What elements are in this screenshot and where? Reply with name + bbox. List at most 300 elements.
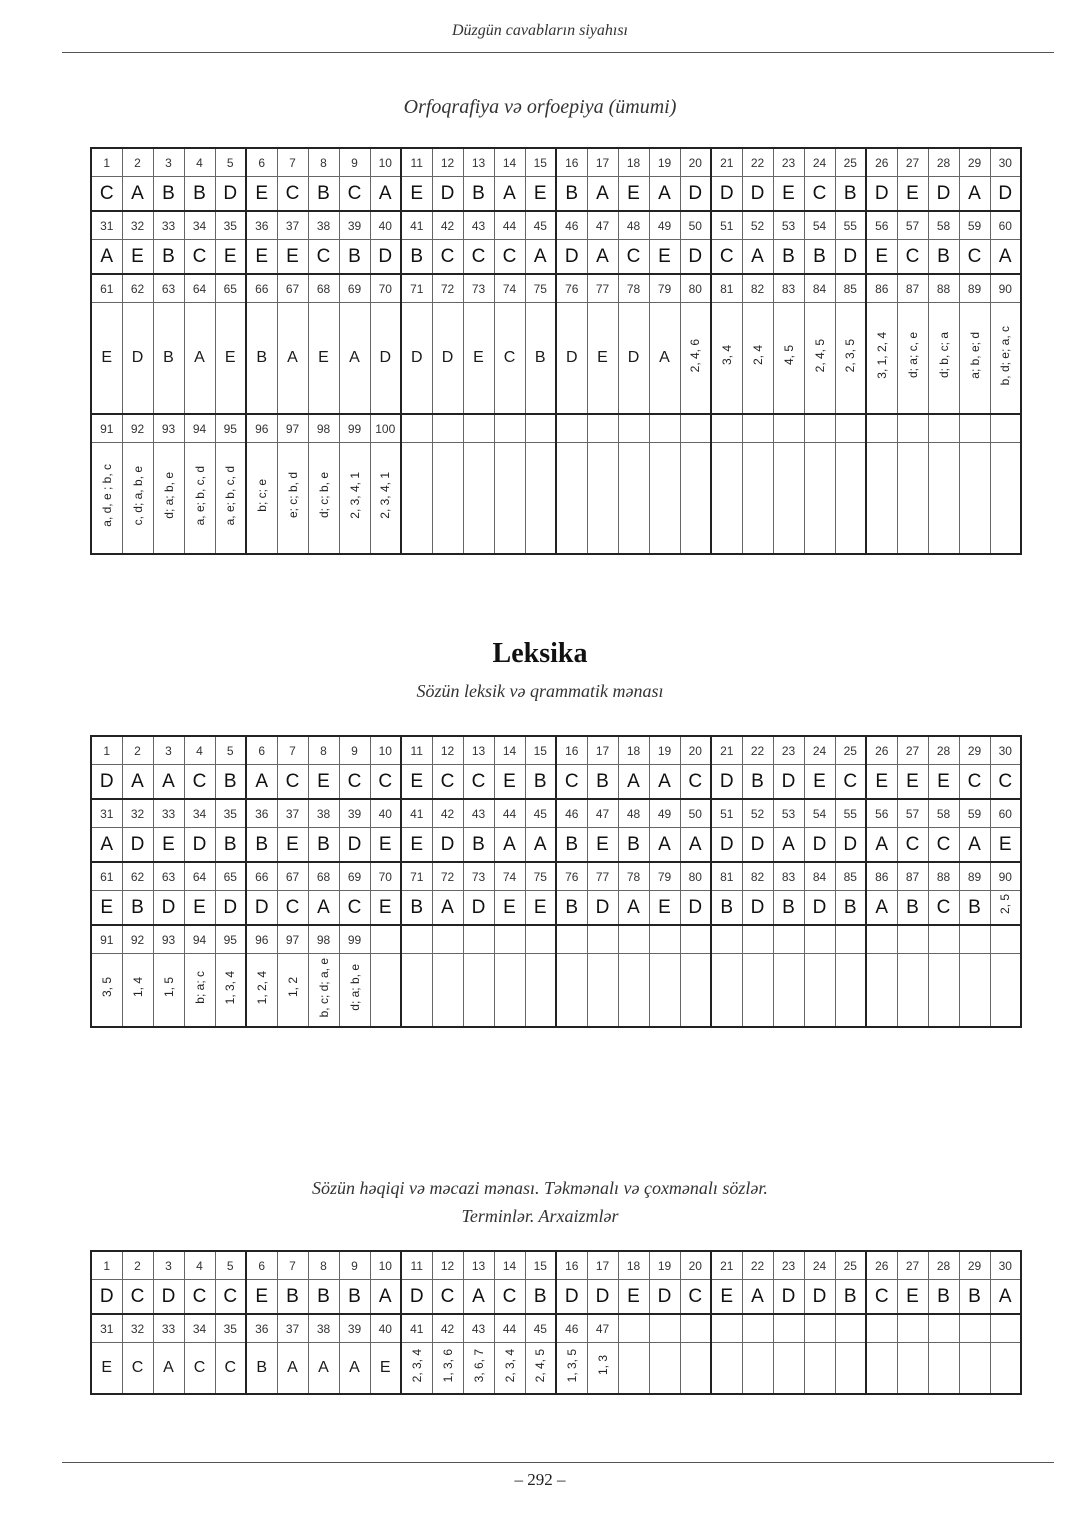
- answer-cell: [804, 443, 835, 555]
- answer-cell: B: [246, 828, 277, 863]
- answer-cell: [866, 303, 897, 415]
- question-number: 32: [122, 211, 153, 240]
- answer-cell: C: [866, 1280, 897, 1315]
- question-number: 51: [711, 211, 742, 240]
- question-number: 24: [804, 148, 835, 177]
- question-number: 18: [618, 736, 649, 765]
- question-number: 10: [370, 736, 401, 765]
- answer-cell: [184, 443, 215, 555]
- question-number: 89: [959, 862, 990, 891]
- answer-cell: [556, 443, 587, 555]
- answer-cell: A: [246, 765, 277, 800]
- question-number: [649, 925, 680, 954]
- answer-cell: [928, 303, 959, 415]
- answer-cell: E: [308, 303, 339, 415]
- answer-cell: B: [308, 1280, 339, 1315]
- answer-cell: D: [91, 765, 122, 800]
- answers-table-lexicon: [90, 735, 1022, 1028]
- answer-cell: D: [370, 240, 401, 275]
- answer-cell: E: [618, 1280, 649, 1315]
- answer-cell: [370, 954, 401, 1028]
- answer-row: [91, 891, 1021, 926]
- question-number: 80: [680, 274, 711, 303]
- answer-cell: D: [432, 177, 463, 212]
- question-number: 64: [184, 862, 215, 891]
- question-number: 51: [711, 799, 742, 828]
- answer-cell: D: [401, 1280, 432, 1315]
- answer-cell: [432, 954, 463, 1028]
- question-number: 50: [680, 799, 711, 828]
- answer-cell: A: [494, 177, 525, 212]
- answer-cell: [122, 954, 153, 1028]
- answer-cell: D: [370, 303, 401, 415]
- answer-cell: [215, 954, 246, 1028]
- answer-cell: C: [556, 765, 587, 800]
- question-number: [401, 925, 432, 954]
- question-number: 1: [91, 148, 122, 177]
- question-number: [928, 925, 959, 954]
- answer-cell: E: [153, 828, 184, 863]
- answer-text: b, c; d; a, e: [316, 957, 331, 1018]
- answer-cell: D: [556, 240, 587, 275]
- question-number: 62: [122, 274, 153, 303]
- question-number: 55: [835, 799, 866, 828]
- question-number: 55: [835, 211, 866, 240]
- answer-cell: D: [804, 1280, 835, 1315]
- question-number: 15: [525, 1251, 556, 1280]
- question-number: 37: [277, 1314, 308, 1343]
- question-number: 20: [680, 736, 711, 765]
- question-number: 22: [742, 736, 773, 765]
- answer-cell: [990, 954, 1021, 1028]
- answer-cell: [494, 954, 525, 1028]
- answer-cell: D: [215, 891, 246, 926]
- answer-cell: A: [122, 177, 153, 212]
- question-number: 26: [866, 736, 897, 765]
- answer-text: 2, 4, 6: [688, 338, 703, 373]
- question-number: 63: [153, 274, 184, 303]
- question-number: 87: [897, 862, 928, 891]
- question-number: 70: [370, 274, 401, 303]
- answer-cell: [308, 954, 339, 1028]
- answer-cell: [432, 1343, 463, 1395]
- answer-text: 2, 3, 4, 1: [347, 472, 362, 519]
- question-number: 14: [494, 736, 525, 765]
- answer-text: 2, 4: [750, 345, 765, 366]
- answer-cell: A: [959, 177, 990, 212]
- answer-text: a, e; b, c, d: [192, 465, 207, 526]
- question-number: 76: [556, 862, 587, 891]
- question-number: 83: [773, 862, 804, 891]
- answer-cell: E: [649, 240, 680, 275]
- answer-cell: C: [928, 828, 959, 863]
- question-number: [773, 925, 804, 954]
- question-number: 17: [587, 1251, 618, 1280]
- question-number: 8: [308, 736, 339, 765]
- answer-cell: B: [897, 891, 928, 926]
- question-number: 5: [215, 1251, 246, 1280]
- question-number: 31: [91, 211, 122, 240]
- answer-cell: D: [742, 828, 773, 863]
- answer-text: 3, 1, 2, 4: [874, 332, 889, 379]
- question-number: 63: [153, 862, 184, 891]
- answer-cell: B: [618, 828, 649, 863]
- question-number: 45: [525, 1314, 556, 1343]
- answer-cell: A: [649, 828, 680, 863]
- answer-cell: A: [91, 240, 122, 275]
- answer-cell: [215, 443, 246, 555]
- question-number: 60: [990, 799, 1021, 828]
- question-number: [525, 414, 556, 443]
- question-number: [804, 414, 835, 443]
- answer-text: 1, 3, 5: [564, 1348, 579, 1383]
- answer-cell: C: [184, 1343, 215, 1395]
- question-number: 16: [556, 1251, 587, 1280]
- answer-cell: B: [401, 891, 432, 926]
- answer-cell: [339, 954, 370, 1028]
- answer-cell: D: [432, 828, 463, 863]
- question-number: 91: [91, 925, 122, 954]
- question-number: [959, 1314, 990, 1343]
- question-number: 78: [618, 862, 649, 891]
- answer-cell: E: [990, 828, 1021, 863]
- answer-cell: E: [215, 303, 246, 415]
- answer-text: 3, 4: [719, 345, 734, 366]
- question-number: 40: [370, 1314, 401, 1343]
- answer-cell: B: [928, 1280, 959, 1315]
- question-number: 29: [959, 1251, 990, 1280]
- answer-cell: [339, 443, 370, 555]
- question-number: 87: [897, 274, 928, 303]
- question-number: 15: [525, 148, 556, 177]
- answer-cell: A: [525, 828, 556, 863]
- question-number: 59: [959, 211, 990, 240]
- answer-cell: [618, 1343, 649, 1395]
- question-number: 47: [587, 211, 618, 240]
- question-number: 86: [866, 862, 897, 891]
- answer-cell: [990, 891, 1021, 926]
- question-number: 98: [308, 925, 339, 954]
- answer-cell: [804, 303, 835, 415]
- answer-row: [91, 177, 1021, 212]
- answer-cell: D: [773, 765, 804, 800]
- answer-text: 1, 5: [161, 977, 176, 998]
- answer-cell: A: [494, 828, 525, 863]
- question-number: 90: [990, 862, 1021, 891]
- answer-cell: C: [494, 1280, 525, 1315]
- answer-cell: E: [711, 1280, 742, 1315]
- answer-cell: [556, 1343, 587, 1395]
- question-number: 13: [463, 1251, 494, 1280]
- answer-cell: [122, 443, 153, 555]
- answer-cell: B: [556, 891, 587, 926]
- answer-text: 2, 4, 5: [533, 1348, 548, 1383]
- answer-cell: E: [122, 240, 153, 275]
- question-number: 35: [215, 211, 246, 240]
- question-number: 46: [556, 211, 587, 240]
- answer-cell: D: [680, 177, 711, 212]
- answer-cell: C: [463, 240, 494, 275]
- question-number: 20: [680, 1251, 711, 1280]
- question-number: 67: [277, 862, 308, 891]
- question-number: 4: [184, 1251, 215, 1280]
- number-row: [91, 862, 1021, 891]
- answer-cell: B: [308, 177, 339, 212]
- question-number: 27: [897, 736, 928, 765]
- question-number: 65: [215, 274, 246, 303]
- answer-cell: [773, 954, 804, 1028]
- answer-cell: E: [866, 765, 897, 800]
- number-row: [91, 799, 1021, 828]
- answer-cell: [928, 1343, 959, 1395]
- answer-cell: A: [308, 1343, 339, 1395]
- answer-cell: A: [153, 1343, 184, 1395]
- answer-cell: A: [649, 765, 680, 800]
- answer-cell: C: [463, 765, 494, 800]
- answer-cell: C: [122, 1280, 153, 1315]
- question-number: [959, 925, 990, 954]
- answer-cell: [711, 303, 742, 415]
- question-number: 37: [277, 799, 308, 828]
- question-number: 27: [897, 1251, 928, 1280]
- number-row: [91, 736, 1021, 765]
- question-number: 22: [742, 148, 773, 177]
- answer-cell: A: [308, 891, 339, 926]
- answer-text: 3, 5: [99, 977, 114, 998]
- question-number: 66: [246, 862, 277, 891]
- answer-text: 1, 2, 4: [254, 970, 269, 1005]
- answer-text: a; b, e; d: [967, 332, 982, 379]
- answer-cell: C: [277, 765, 308, 800]
- answer-cell: A: [618, 765, 649, 800]
- question-number: 57: [897, 799, 928, 828]
- answer-cell: A: [370, 177, 401, 212]
- question-number: 8: [308, 148, 339, 177]
- answer-cell: D: [401, 303, 432, 415]
- answer-cell: D: [680, 891, 711, 926]
- question-number: 6: [246, 1251, 277, 1280]
- answer-cell: E: [246, 177, 277, 212]
- question-number: 38: [308, 211, 339, 240]
- question-number: 3: [153, 1251, 184, 1280]
- answer-cell: B: [215, 765, 246, 800]
- answer-text: b, d; e; a, c: [998, 325, 1013, 386]
- question-number: 70: [370, 862, 401, 891]
- question-number: 74: [494, 274, 525, 303]
- question-number: [680, 414, 711, 443]
- answer-cell: [897, 443, 928, 555]
- question-number: 85: [835, 862, 866, 891]
- question-number: 28: [928, 736, 959, 765]
- answer-cell: A: [587, 240, 618, 275]
- answer-cell: C: [184, 240, 215, 275]
- question-number: [432, 925, 463, 954]
- footer-rule: [62, 1462, 1054, 1463]
- answer-cell: E: [897, 765, 928, 800]
- answer-cell: B: [153, 303, 184, 415]
- answer-row: [91, 240, 1021, 275]
- question-number: [928, 414, 959, 443]
- answer-cell: D: [804, 828, 835, 863]
- answer-cell: D: [711, 177, 742, 212]
- question-number: 53: [773, 211, 804, 240]
- question-number: [494, 925, 525, 954]
- answer-cell: E: [215, 240, 246, 275]
- question-number: 48: [618, 211, 649, 240]
- answer-text: 3, 6, 7: [471, 1348, 486, 1383]
- answer-cell: [649, 1343, 680, 1395]
- section-title-meaning-line1: Sözün həqiqi və məcazi mənası. Təkmənalı və çoxmənalı sözlər.: [312, 1178, 768, 1198]
- question-number: 46: [556, 1314, 587, 1343]
- question-number: 99: [339, 925, 370, 954]
- question-number: 9: [339, 736, 370, 765]
- answer-cell: [556, 954, 587, 1028]
- answer-text: a, e; b, c, d: [223, 465, 238, 526]
- question-number: 4: [184, 736, 215, 765]
- answer-cell: A: [742, 240, 773, 275]
- question-number: 58: [928, 799, 959, 828]
- answer-cell: B: [835, 177, 866, 212]
- question-number: 25: [835, 736, 866, 765]
- answer-cell: B: [835, 1280, 866, 1315]
- question-number: 60: [990, 211, 1021, 240]
- question-number: 84: [804, 274, 835, 303]
- answer-cell: D: [463, 891, 494, 926]
- question-number: 25: [835, 148, 866, 177]
- answer-cell: [587, 1343, 618, 1395]
- answer-cell: [773, 303, 804, 415]
- question-number: 19: [649, 148, 680, 177]
- question-number: [835, 925, 866, 954]
- question-number: 21: [711, 736, 742, 765]
- question-number: 27: [897, 148, 928, 177]
- answer-cell: E: [587, 303, 618, 415]
- answer-cell: C: [494, 303, 525, 415]
- answer-cell: B: [246, 1343, 277, 1395]
- answer-cell: D: [556, 1280, 587, 1315]
- answer-cell: [308, 443, 339, 555]
- answer-cell: [928, 954, 959, 1028]
- question-number: 26: [866, 148, 897, 177]
- question-number: 4: [184, 148, 215, 177]
- answer-cell: E: [277, 240, 308, 275]
- answer-cell: [897, 954, 928, 1028]
- question-number: 1: [91, 1251, 122, 1280]
- question-number: 43: [463, 1314, 494, 1343]
- answer-cell: [711, 1343, 742, 1395]
- question-number: 41: [401, 211, 432, 240]
- question-number: 77: [587, 862, 618, 891]
- answer-cell: A: [525, 240, 556, 275]
- answer-cell: B: [742, 765, 773, 800]
- question-number: 33: [153, 211, 184, 240]
- answer-cell: [401, 954, 432, 1028]
- question-number: 91: [91, 414, 122, 443]
- answer-cell: B: [959, 891, 990, 926]
- question-number: 28: [928, 148, 959, 177]
- answer-cell: [463, 954, 494, 1028]
- question-number: 9: [339, 1251, 370, 1280]
- question-number: 10: [370, 148, 401, 177]
- answer-cell: [370, 443, 401, 555]
- question-number: 32: [122, 799, 153, 828]
- answer-text: 1, 3, 6: [440, 1348, 455, 1383]
- answer-cell: [959, 1343, 990, 1395]
- question-number: 44: [494, 799, 525, 828]
- question-number: [711, 414, 742, 443]
- section-title-orthography: Orfoqrafiya və orfoepiya (ümumi): [403, 96, 677, 118]
- question-number: [556, 925, 587, 954]
- question-number: 75: [525, 862, 556, 891]
- answer-text: b; c; e: [254, 479, 269, 512]
- answer-cell: [680, 303, 711, 415]
- question-number: 75: [525, 274, 556, 303]
- answer-cell: A: [153, 765, 184, 800]
- number-row: [91, 274, 1021, 303]
- question-number: [804, 925, 835, 954]
- answer-cell: [525, 443, 556, 555]
- answer-cell: D: [990, 177, 1021, 212]
- question-number: 34: [184, 1314, 215, 1343]
- page-number: – 292 –: [514, 1470, 566, 1489]
- question-number: 96: [246, 414, 277, 443]
- answer-cell: D: [184, 828, 215, 863]
- question-number: 36: [246, 1314, 277, 1343]
- answer-cell: C: [432, 765, 463, 800]
- answer-cell: [897, 303, 928, 415]
- question-number: [401, 414, 432, 443]
- question-number: 28: [928, 1251, 959, 1280]
- answer-cell: E: [370, 828, 401, 863]
- question-number: 17: [587, 736, 618, 765]
- answer-cell: A: [463, 1280, 494, 1315]
- answer-cell: [711, 954, 742, 1028]
- answer-text: d; a; c, e: [905, 332, 920, 379]
- answer-cell: E: [649, 891, 680, 926]
- answer-cell: [91, 954, 122, 1028]
- answer-cell: E: [494, 891, 525, 926]
- question-number: 56: [866, 211, 897, 240]
- answer-cell: C: [370, 765, 401, 800]
- answer-cell: B: [587, 765, 618, 800]
- answer-cell: B: [959, 1280, 990, 1315]
- question-number: [835, 1314, 866, 1343]
- answer-cell: [432, 443, 463, 555]
- answer-cell: [866, 1343, 897, 1395]
- question-number: 48: [618, 799, 649, 828]
- answer-cell: C: [835, 765, 866, 800]
- answer-cell: E: [308, 765, 339, 800]
- question-number: 6: [246, 148, 277, 177]
- answer-cell: E: [618, 177, 649, 212]
- question-number: 21: [711, 1251, 742, 1280]
- answer-cell: D: [122, 303, 153, 415]
- answer-cell: [277, 443, 308, 555]
- answer-text: 2, 4, 5: [812, 338, 827, 373]
- answer-cell: [401, 443, 432, 555]
- answer-row: [91, 303, 1021, 415]
- answer-text: a, d, e ; b, c: [99, 464, 114, 527]
- answer-cell: B: [556, 177, 587, 212]
- answer-cell: C: [804, 177, 835, 212]
- answer-text: 1, 3, 4: [223, 970, 238, 1005]
- answer-cell: B: [339, 1280, 370, 1315]
- question-number: 77: [587, 274, 618, 303]
- answer-cell: D: [680, 240, 711, 275]
- answer-cell: C: [990, 765, 1021, 800]
- question-number: [680, 925, 711, 954]
- answer-cell: E: [525, 177, 556, 212]
